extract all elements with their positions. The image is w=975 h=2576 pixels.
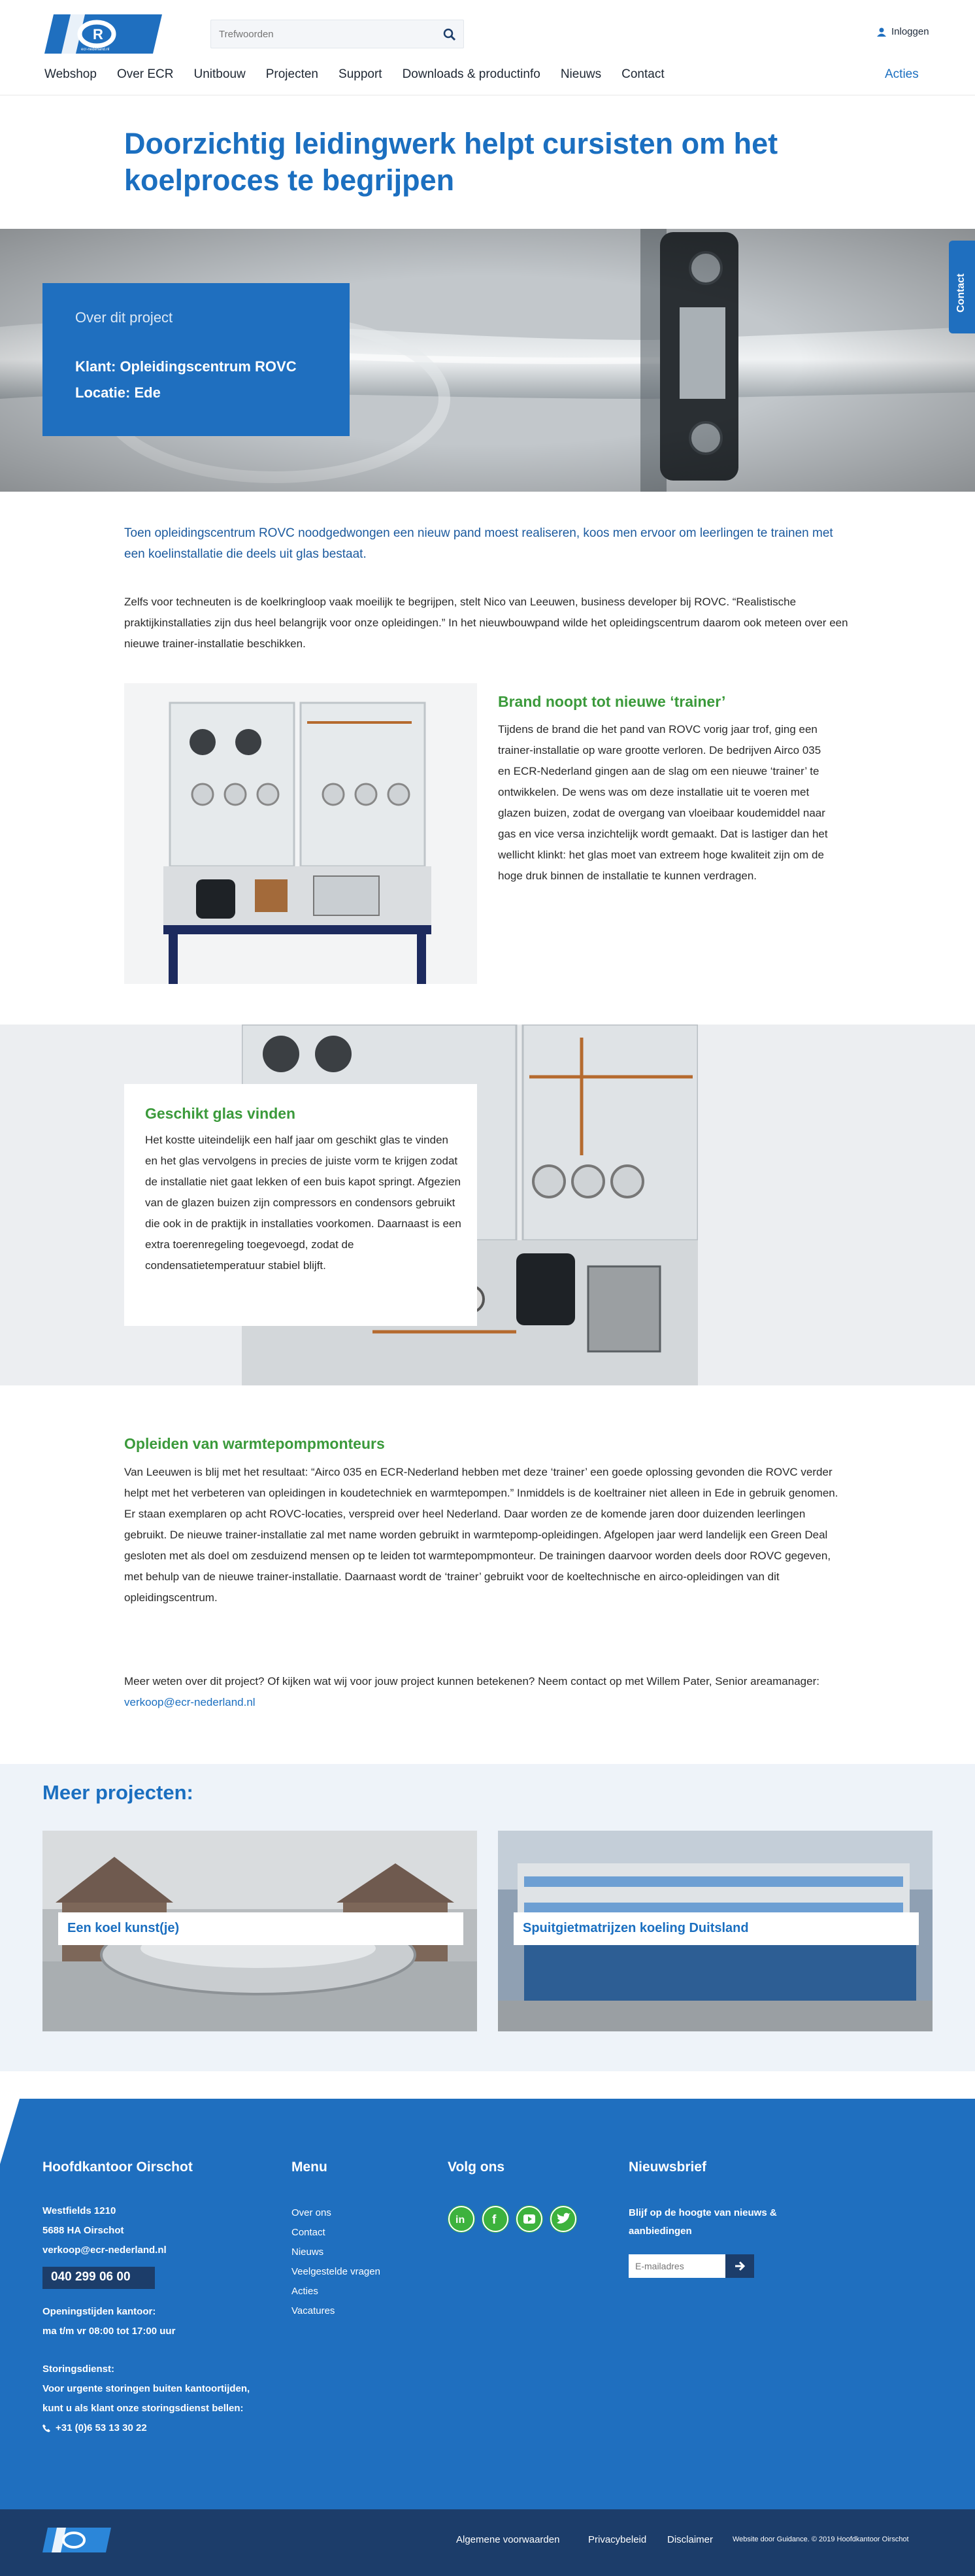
project-location: Locatie: Ede <box>75 384 161 401</box>
arrow-right-icon <box>725 2254 754 2278</box>
heading-brand: Brand noopt tot nieuwe ‘trainer’ <box>498 693 726 710</box>
footer-address-2: 5688 HA Oirschot <box>42 2225 124 2236</box>
search-input[interactable] <box>211 20 427 48</box>
search-icon[interactable] <box>442 27 457 42</box>
main-nav <box>44 67 685 82</box>
heading-opleiden: Opleiden van warmtepompmonteurs <box>124 1435 385 1452</box>
footer-menu-heading: Menu <box>291 2160 327 2175</box>
svg-text:ecr-nederland.nl: ecr-nederland.nl <box>81 48 110 52</box>
footer-newsletter-text-1: Blijf op de hoogte van nieuws & <box>629 2207 777 2218</box>
project-card-2[interactable] <box>498 1831 933 2031</box>
link-privacybeleid[interactable]: Privacybeleid <box>588 2534 647 2545</box>
svg-text:in: in <box>455 2214 465 2226</box>
nav-contact[interactable]: Contact <box>621 67 665 81</box>
trainer-installation-image <box>124 683 477 984</box>
paragraph-contact <box>124 1671 850 1713</box>
footer-service-text-1: Voor urgente storingen buiten kantoortijden, <box>42 2383 250 2394</box>
project-client: Klant: Opleidingscentrum ROVC <box>75 358 297 375</box>
nav-over-ecr[interactable]: Over ECR <box>116 67 174 81</box>
twitter-icon[interactable] <box>550 2205 577 2233</box>
footer-service-phone-number: +31 (0)6 53 13 30 22 <box>56 2422 147 2433</box>
youtube-icon[interactable] <box>516 2205 543 2233</box>
footer-address-1: Westfields 1210 <box>42 2205 116 2216</box>
footer-hours: ma t/m vr 08:00 tot 17:00 uur <box>42 2326 176 2337</box>
login-link[interactable] <box>877 26 929 37</box>
footer-menu-nieuws[interactable]: Nieuws <box>291 2246 324 2258</box>
footer-menu-contact[interactable]: Contact <box>291 2227 325 2238</box>
contact-side-tab[interactable] <box>949 241 975 333</box>
svg-text:f: f <box>492 2213 497 2227</box>
footer-logo[interactable] <box>42 2528 111 2552</box>
link-algemene-voorwaarden[interactable]: Algemene voorwaarden <box>456 2534 560 2545</box>
search-bar <box>210 20 464 48</box>
project-info-box <box>42 283 350 436</box>
footer-menu-faq[interactable]: Veelgestelde vragen <box>291 2266 380 2277</box>
footer-menu-vacatures[interactable]: Vacatures <box>291 2305 335 2316</box>
article-paragraph-1: Zelfs voor techneuten is de koelkringloop vaak moeilijk te begrijpen, stelt Nico van Leeuwen, business developer bij ROVC. “Realistische praktijkinstallaties zijn dus heel belangrijk voor onze opleidingen.” In het nieuwbouwpand wilde het opleidingscentrum daarom ook meteen over een nieuwe trainer-installatie beschikken. <box>124 596 848 650</box>
paragraph-opleiden: Van Leeuwen is blij met het resultaat: “Airco 035 en ECR-Nederland hebben met deze ‘trainer’ een goede oplossing gevonden die ROVC verder helpt met het verbeteren van opleidingen in koudetechniek en warmtepompen.” Inmiddels is de koeltrainer niet alleen in Ede in gebruik genomen. Er staan exemplaren op acht ROVC-locaties, verspreid over heel Nederland. Daar worden ze de komende jaren door duizenden leerlingen gebruikt. De nieuwe trainer-installatie zal met name worden gebruikt in warmtepomp-opleidingen. Afgelopen jaar werd landelijk een Green Deal gesloten met als doel om zesduizend mensen op te leiden tot warmtepompmonteur. De trainingen daarvoor worden deels door ROVC gegeven, met behulp van de nieuwe trainer-installatie. Daarnaast wordt de ‘trainer’ gebruikt voor de koeltechnische en airco-opleidingen van dit opleidingscentrum. <box>124 1466 838 1604</box>
contact-email-link[interactable]: verkoop@ecr-nederland.nl <box>124 1696 256 1708</box>
footer-newsletter-heading: Nieuwsbrief <box>629 2160 707 2175</box>
footer-follow-heading: Volg ons <box>448 2160 505 2175</box>
nav-downloads[interactable]: Downloads & productinfo <box>402 67 540 81</box>
footer-newsletter-text-2: aanbiedingen <box>629 2226 692 2237</box>
project-title-1: Een koel kunst(je) <box>58 1912 463 1945</box>
more-projects-heading: Meer projecten: <box>42 1781 193 1804</box>
nav-unitbouw[interactable]: Unitbouw <box>193 67 246 81</box>
paragraph-glas: Het kostte uiteindelijk een half jaar om geschikt glas te vinden en het glas vervolgens in precies de juiste vorm te krijgen zodat de installatie niet gaat lekken of een buis kapot springt. Afgezien van de glazen buizen zijn compressors en condensors gebruikt die ook in de praktijk in installaties voorkomen. Daarnaast is een extra toerenregeling toegevoegd, zodat de condensatietemperatuur stabiel blijft. <box>145 1134 461 1272</box>
page-title: Doorzichtig leidingwerk helpt cursisten om het koelproces te begrijpen <box>124 127 778 197</box>
footer-email-link[interactable]: verkoop@ecr-nederland.nl <box>42 2245 167 2256</box>
footer-phone-button[interactable]: 040 299 06 00 <box>42 2267 155 2289</box>
contact-text: Meer weten over dit project? Of kijken wat wij voor jouw project kunnen betekenen? Neem contact op met Willem Pater, Senior areamanager: <box>124 1675 819 1687</box>
link-disclaimer[interactable]: Disclaimer <box>667 2534 714 2545</box>
newsletter-email-input[interactable] <box>629 2254 725 2278</box>
footer-service-text-2: kunt u als klant onze storingsdienst bellen: <box>42 2403 244 2414</box>
facebook-icon[interactable] <box>482 2205 509 2233</box>
nav-projecten[interactable]: Projecten <box>265 67 319 81</box>
phone-icon <box>42 2424 50 2432</box>
nav-nieuws[interactable]: Nieuws <box>560 67 602 81</box>
nav-acties[interactable]: Acties <box>885 67 919 81</box>
contact-tab-label: Contact <box>955 273 967 313</box>
svg-text:R: R <box>93 26 103 42</box>
footer-menu-acties[interactable]: Acties <box>291 2286 318 2297</box>
project-title-2: Spuitgietmatrijzen koeling Duitsland <box>514 1912 919 1945</box>
footer-hours-heading: Openingstijden kantoor: <box>42 2306 156 2317</box>
project-info-heading: Over dit project <box>75 309 173 326</box>
footer-credit: Website door Guidance. © 2019 Hoofdkantoor Oirschot <box>733 2535 909 2543</box>
nav-webshop[interactable]: Webshop <box>44 67 97 81</box>
nav-support[interactable]: Support <box>339 67 382 81</box>
paragraph-brand: Tijdens de brand die het pand van ROVC vorig jaar trof, ging een trainer-installatie op ware grootte verloren. De bedrijven Airco 035 en ECR-Nederland gingen aan de slag om een nieuwe ‘trainer’ te ontwikkelen. De wens was om deze installatie uit te voeren met glazen buizen, zodat de overgang van vloeibaar koudemiddel naar gas en vice versa inzichtelijk wordt gemaakt. Dat is lastiger dan het wellicht klinkt: het glas moet van extreem hoge kwaliteit zijn om de hoge druk binnen de installatie te kunnen verdragen. <box>498 723 828 882</box>
login-label: Inloggen <box>891 26 929 37</box>
footer-office-heading: Hoofdkantoor Oirschot <box>42 2160 193 2175</box>
linkedin-icon[interactable] <box>448 2205 475 2233</box>
heading-glas: Geschikt glas vinden <box>145 1105 296 1122</box>
site-logo[interactable] <box>44 14 162 54</box>
footer-menu-over-ons[interactable]: Over ons <box>291 2207 331 2218</box>
user-icon <box>877 27 886 37</box>
project-card-1[interactable] <box>42 1831 477 2031</box>
article-intro: Toen opleidingscentrum ROVC noodgedwongen een nieuw pand moest realiseren, koos men ervoor om leerlingen te trainen met een koelinstallatie die deels uit glas bestaat. <box>124 526 833 561</box>
footer-service-heading: Storingsdienst: <box>42 2364 115 2375</box>
footer-service-phone[interactable] <box>42 2418 147 2438</box>
newsletter-submit-button[interactable] <box>725 2254 754 2278</box>
